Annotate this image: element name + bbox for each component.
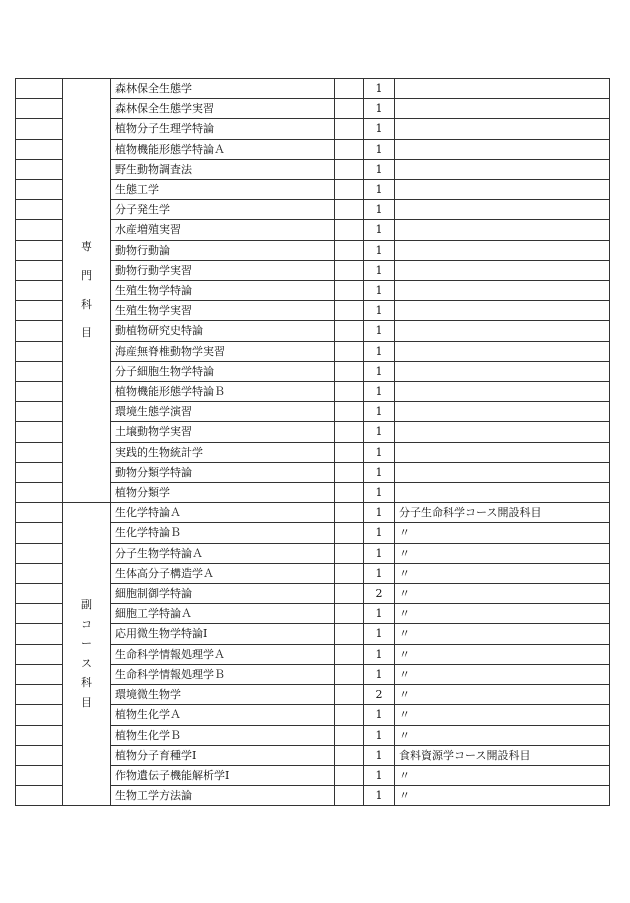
note: 〃 [395, 644, 610, 664]
outer-blank-cell [16, 624, 63, 644]
credits: 1 [364, 382, 395, 402]
blank-cell [335, 402, 364, 422]
outer-blank-cell [16, 159, 63, 179]
outer-blank-cell [16, 765, 63, 785]
note: 〃 [395, 584, 610, 604]
credits: 1 [364, 442, 395, 462]
course-name: 動物行動学実習 [111, 260, 335, 280]
outer-blank-cell [16, 281, 63, 301]
outer-blank-cell [16, 321, 63, 341]
blank-cell [335, 624, 364, 644]
blank-cell [335, 685, 364, 705]
blank-cell [335, 664, 364, 684]
outer-blank-cell [16, 341, 63, 361]
note: 分子生命科学コース開設科目 [395, 503, 610, 523]
course-name: 分子発生学 [111, 200, 335, 220]
blank-cell [335, 361, 364, 381]
note [395, 200, 610, 220]
note: 〃 [395, 705, 610, 725]
credits: 1 [364, 341, 395, 361]
category-label-cell [63, 79, 111, 503]
credits: 1 [364, 119, 395, 139]
category-label-char: 目 [81, 326, 92, 340]
course-name: 分子細胞生物学特論 [111, 361, 335, 381]
course-name: 分子生物学特論Ａ [111, 543, 335, 563]
outer-blank-cell [16, 79, 63, 99]
course-name: 森林保全生態学実習 [111, 99, 335, 119]
course-name: 動物分類学特論 [111, 462, 335, 482]
course-table [15, 78, 610, 806]
blank-cell [335, 503, 364, 523]
outer-blank-cell [16, 786, 63, 806]
outer-blank-cell [16, 604, 63, 624]
category-label-char: 副 [81, 597, 92, 611]
credits: 1 [364, 159, 395, 179]
category-label-char: 目 [81, 696, 92, 710]
blank-cell [335, 786, 364, 806]
blank-cell [335, 725, 364, 745]
outer-blank-cell [16, 442, 63, 462]
course-name: 生命科学情報処理学Ａ [111, 644, 335, 664]
outer-blank-cell [16, 180, 63, 200]
category-label-char: 専 [81, 240, 92, 254]
note [395, 442, 610, 462]
note [395, 99, 610, 119]
credits: 1 [364, 462, 395, 482]
note: 〃 [395, 664, 610, 684]
note: 〃 [395, 563, 610, 583]
course-name: 生態工学 [111, 180, 335, 200]
credits: 1 [364, 644, 395, 664]
blank-cell [335, 462, 364, 482]
note: 〃 [395, 786, 610, 806]
blank-cell [335, 563, 364, 583]
course-name: 環境生態学演習 [111, 402, 335, 422]
note: 〃 [395, 685, 610, 705]
blank-cell [335, 281, 364, 301]
course-name: 作物遺伝子機能解析学Ⅰ [111, 765, 335, 785]
note [395, 79, 610, 99]
blank-cell [335, 584, 364, 604]
outer-blank-cell [16, 240, 63, 260]
credits: 1 [364, 664, 395, 684]
credits: 1 [364, 361, 395, 381]
course-name: 水産増殖実習 [111, 220, 335, 240]
blank-cell [335, 765, 364, 785]
credits: 1 [364, 200, 395, 220]
credits: 1 [364, 79, 395, 99]
credits: 1 [364, 503, 395, 523]
credits: 1 [364, 543, 395, 563]
outer-blank-cell [16, 99, 63, 119]
blank-cell [335, 200, 364, 220]
outer-blank-cell [16, 543, 63, 563]
category-label-char: コ [81, 617, 92, 631]
blank-cell [335, 442, 364, 462]
note [395, 180, 610, 200]
course-name: 植物生化学Ａ [111, 705, 335, 725]
note [395, 382, 610, 402]
course-name: 森林保全生態学 [111, 79, 335, 99]
note [395, 402, 610, 422]
blank-cell [335, 321, 364, 341]
course-name: 生化学特論Ａ [111, 503, 335, 523]
blank-cell [335, 220, 364, 240]
note [395, 321, 610, 341]
course-name: 植物機能形態学特論Ａ [111, 139, 335, 159]
course-name: 生殖生物学実習 [111, 301, 335, 321]
credits: 1 [364, 483, 395, 503]
course-name: 環境微生物学 [111, 685, 335, 705]
blank-cell [335, 79, 364, 99]
outer-blank-cell [16, 361, 63, 381]
course-name: 野生動物調査法 [111, 159, 335, 179]
blank-cell [335, 422, 364, 442]
blank-cell [335, 483, 364, 503]
note: 〃 [395, 765, 610, 785]
outer-blank-cell [16, 200, 63, 220]
credits: 1 [364, 624, 395, 644]
credits: 2 [364, 685, 395, 705]
course-name: 細胞制御学特論 [111, 584, 335, 604]
outer-blank-cell [16, 260, 63, 280]
outer-blank-cell [16, 523, 63, 543]
outer-blank-cell [16, 462, 63, 482]
credits: 1 [364, 786, 395, 806]
category-label-char: ー [81, 637, 92, 651]
blank-cell [335, 180, 364, 200]
credits: 2 [364, 584, 395, 604]
outer-blank-cell [16, 119, 63, 139]
note [395, 301, 610, 321]
course-name: 細胞工学特論Ａ [111, 604, 335, 624]
blank-cell [335, 644, 364, 664]
note [395, 341, 610, 361]
note [395, 361, 610, 381]
note: 〃 [395, 523, 610, 543]
category-label-cell [63, 503, 111, 806]
credits: 1 [364, 281, 395, 301]
note: 〃 [395, 604, 610, 624]
blank-cell [335, 99, 364, 119]
course-name: 生物工学方法論 [111, 786, 335, 806]
outer-blank-cell [16, 503, 63, 523]
note [395, 422, 610, 442]
outer-blank-cell [16, 725, 63, 745]
note [395, 240, 610, 260]
course-name: 生殖生物学特論 [111, 281, 335, 301]
course-name: 応用微生物学特論Ⅰ [111, 624, 335, 644]
outer-blank-cell [16, 220, 63, 240]
course-name: 実践的生物統計学 [111, 442, 335, 462]
outer-blank-cell [16, 705, 63, 725]
blank-cell [335, 119, 364, 139]
note: 〃 [395, 725, 610, 745]
course-name: 海産無脊椎動物学実習 [111, 341, 335, 361]
credits: 1 [364, 139, 395, 159]
note [395, 159, 610, 179]
credits: 1 [364, 402, 395, 422]
course-name: 植物分類学 [111, 483, 335, 503]
course-name: 植物分子生理学特論 [111, 119, 335, 139]
note [395, 462, 610, 482]
note [395, 260, 610, 280]
note [395, 281, 610, 301]
category-label-char: 科 [81, 297, 92, 311]
note: 食料資源学コース開設科目 [395, 745, 610, 765]
credits: 1 [364, 563, 395, 583]
course-name: 動植物研究史特論 [111, 321, 335, 341]
credits: 1 [364, 523, 395, 543]
note [395, 483, 610, 503]
outer-blank-cell [16, 402, 63, 422]
blank-cell [335, 604, 364, 624]
note [395, 220, 610, 240]
note: 〃 [395, 624, 610, 644]
outer-blank-cell [16, 664, 63, 684]
blank-cell [335, 745, 364, 765]
credits: 1 [364, 220, 395, 240]
blank-cell [335, 341, 364, 361]
credits: 1 [364, 240, 395, 260]
credits: 1 [364, 99, 395, 119]
outer-blank-cell [16, 563, 63, 583]
outer-blank-cell [16, 745, 63, 765]
outer-blank-cell [16, 382, 63, 402]
outer-blank-cell [16, 422, 63, 442]
blank-cell [335, 240, 364, 260]
credits: 1 [364, 301, 395, 321]
blank-cell [335, 523, 364, 543]
course-name: 植物機能形態学特論Ｂ [111, 382, 335, 402]
course-row [16, 503, 610, 523]
blank-cell [335, 382, 364, 402]
blank-cell [335, 543, 364, 563]
course-name: 生体高分子構造学Ａ [111, 563, 335, 583]
outer-blank-cell [16, 301, 63, 321]
course-name: 植物分子育種学Ⅰ [111, 745, 335, 765]
blank-cell [335, 260, 364, 280]
blank-cell [335, 139, 364, 159]
course-table-body [16, 79, 610, 806]
outer-blank-cell [16, 685, 63, 705]
category-label-char: 門 [81, 268, 92, 282]
credits: 1 [364, 180, 395, 200]
blank-cell [335, 159, 364, 179]
credits: 1 [364, 765, 395, 785]
course-row [16, 79, 610, 99]
course-name: 動物行動論 [111, 240, 335, 260]
blank-cell [335, 301, 364, 321]
course-name: 生化学特論Ｂ [111, 523, 335, 543]
credits: 1 [364, 745, 395, 765]
outer-blank-cell [16, 584, 63, 604]
category-label-char: 科 [81, 676, 92, 690]
course-name: 生命科学情報処理学Ｂ [111, 664, 335, 684]
credits: 1 [364, 725, 395, 745]
credits: 1 [364, 321, 395, 341]
credits: 1 [364, 422, 395, 442]
note [395, 139, 610, 159]
credits: 1 [364, 604, 395, 624]
credits: 1 [364, 260, 395, 280]
outer-blank-cell [16, 483, 63, 503]
outer-blank-cell [16, 644, 63, 664]
outer-blank-cell [16, 139, 63, 159]
category-label-char: ス [81, 656, 92, 670]
credits: 1 [364, 705, 395, 725]
note: 〃 [395, 543, 610, 563]
course-name: 植物生化学Ｂ [111, 725, 335, 745]
note [395, 119, 610, 139]
blank-cell [335, 705, 364, 725]
course-name: 土壌動物学実習 [111, 422, 335, 442]
